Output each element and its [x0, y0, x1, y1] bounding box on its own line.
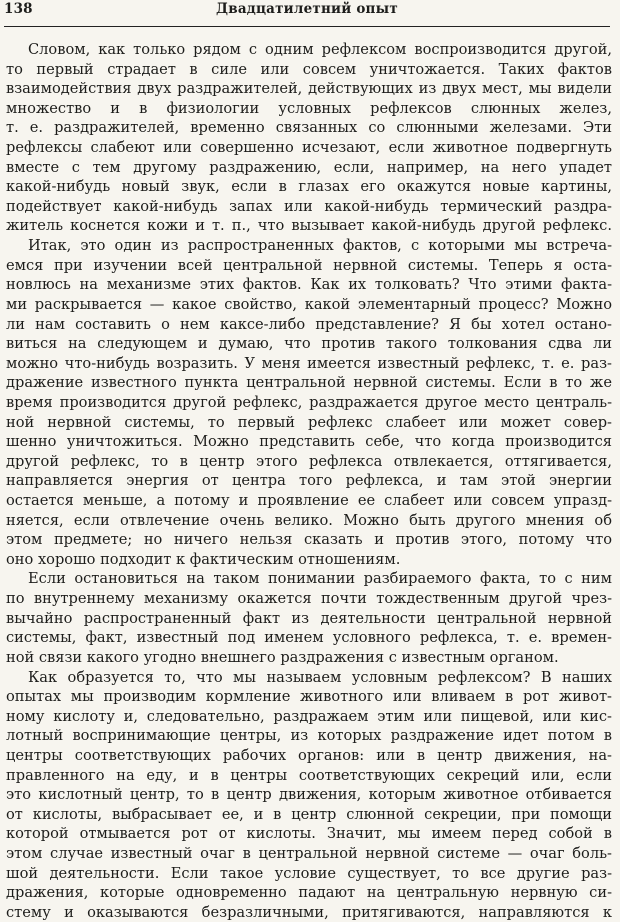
- text-line: которой отмывается рот от кислоты. Значит, мы имеем перед собой в: [6, 825, 612, 843]
- text-line: ли нам составить о нем каксе-либо представление? Я бы хотел остано-: [6, 315, 612, 333]
- text-line: няется, если отвлечение очень велико. Можно быть другого мнения об: [6, 511, 612, 529]
- text-line: новлюсь на механизме этих фактов. Как их толковать? Что этими факта-: [6, 276, 612, 294]
- text-line: подействует какой-нибудь запах или какой-нибудь термический раздра-: [6, 197, 612, 215]
- text-line: Словом, как только рядом с одним рефлексом воспроизводится другой,: [28, 41, 612, 58]
- text-line: это кислотный центр, то в центр движения, которым животное отбивается: [6, 786, 612, 804]
- text-line: шой деятельности. Если такое условие существует, то все другие раз-: [6, 864, 612, 882]
- text-line: вместе с тем другому раздражению, если, например, на него упадет: [6, 158, 612, 176]
- text-line: вычайно распространенный факт из деятельности центральной нервной: [6, 609, 612, 627]
- text-line: дражение известного пункта центральной нервной системы. Если в то же: [6, 374, 612, 392]
- text-line: виться на следующем и думаю, что против такого толкования сдва ли: [6, 335, 612, 353]
- text-line: можно что-нибудь возразить. У меня имеется известный рефлекс, т. е. раз-: [6, 354, 612, 372]
- text-line: от кислоты, выбрасывает ее, и в центр слюнной секреции, при помощи: [6, 805, 612, 823]
- text-line: ми раскрывается — какое свойство, какой элементарный процесс? Можно: [6, 295, 612, 313]
- text-line: какой-нибудь новый звук, если в глазах его окажутся новые картины,: [6, 178, 612, 196]
- text-line: т. е. раздражителей, временно связанных со слюнными железами. Эти: [6, 119, 612, 137]
- text-line: житель коснется кожи и т. п., что вызывает какой-нибудь другой рефлекс.: [6, 217, 612, 235]
- text-line: центры соответствующих рабочих органов: или в центр движения, на-: [6, 746, 612, 764]
- running-title: Двадцатилетний опыт: [216, 1, 398, 17]
- body-text: [6, 40, 612, 922]
- text-line: лотный воспринимающие центры, из которых раздражение идет потом в: [6, 727, 612, 745]
- text-line: взаимодействия двух раздражителей, действующих из двух мест, мы видели: [6, 80, 612, 98]
- text-line: дражения, которые одновременно падают на центральную нервную си-: [6, 884, 612, 902]
- text-line: емся при изучении всей центральной нервной системы. Теперь я оста-: [6, 256, 612, 274]
- page-header: [4, 0, 610, 27]
- text-line: шенно уничтожиться. Можно представить себе, что когда производится: [6, 433, 612, 451]
- text-line: опытах мы производим кормление животного или вливаем в рот живот-: [6, 688, 612, 706]
- text-line: этом предмете; но ничего нельзя сказать и против этого, потому что: [6, 531, 612, 549]
- text-line: этом случае известный очаг в центральной нервной системе — очаг боль-: [6, 844, 612, 862]
- text-line: ной нервной системы, то первый рефлекс слабеет или может совер-: [6, 413, 612, 431]
- text-line: остается меньше, а потому и проявление ее слабеет или совсем упразд-: [6, 492, 612, 510]
- text-line: ной связи какого угодно внешнего раздражения с известным органом.: [6, 648, 559, 666]
- text-line: другой рефлекс, то в центр этого рефлекса отвлекается, оттягивается,: [6, 452, 612, 470]
- text-line: то первый страдает в силе или совсем уничтожается. Таких фактов: [6, 60, 612, 78]
- text-line: системы, факт, известный под именем условного рефлекса, т. е. времен-: [6, 629, 612, 647]
- text-line: ному кислоту и, следовательно, раздражаем этим или пищевой, или кис-: [6, 707, 612, 725]
- text-line: Как образуется то, что мы называем условным рефлексом? В наших: [28, 668, 612, 686]
- text-line: Если остановиться на таком понимании разбираемого факта, то с ним: [28, 570, 612, 588]
- text-line: стему и оказываются безразличными, притягиваются, направляются к: [6, 903, 612, 921]
- text-line: множество и в физиологии условных рефлексов слюнных желез,: [6, 99, 612, 117]
- text-line: правленного на еду, и в центры соответствующих секреций или, если: [6, 766, 612, 784]
- text-line: по внутреннему механизму окажется почти тождественным другой чрез-: [6, 590, 612, 608]
- text-line: время производится другой рефлекс, раздражается другое место централь-: [6, 393, 612, 411]
- text-line: направляется энергия от центра того рефлекса, и там этой энергии: [6, 472, 612, 490]
- page-number: 138: [4, 1, 33, 17]
- text-line: Итак, это один из распространенных фактов, с которыми мы встреча-: [28, 237, 612, 255]
- text-line: рефлексы слабеют или совершенно исчезают, если животное подвергнуть: [6, 139, 612, 157]
- text-line: оно хорошо подходит к фактическим отношениям.: [6, 550, 401, 568]
